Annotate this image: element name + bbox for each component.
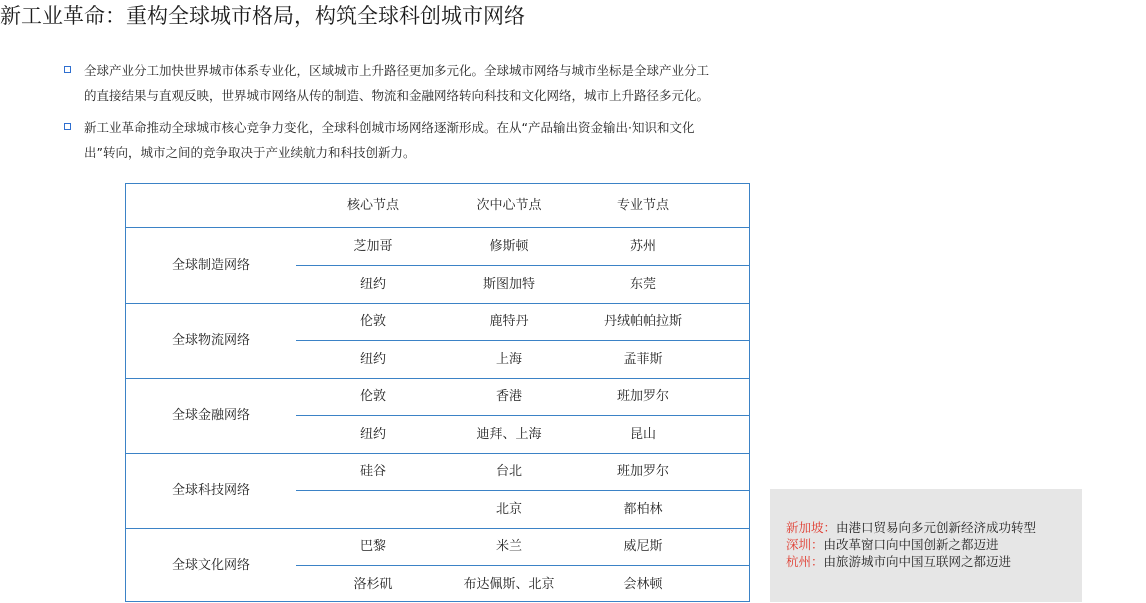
column-header: 次中心节点 bbox=[476, 198, 542, 213]
table-group bbox=[126, 528, 749, 603]
table-cell: 班加罗尔 bbox=[616, 464, 669, 479]
table-cell: 班加罗尔 bbox=[616, 389, 669, 404]
case-city: 深圳： bbox=[786, 537, 824, 552]
column-header: 核心节点 bbox=[346, 198, 399, 213]
bullet-item bbox=[64, 58, 794, 108]
table-cell: 硅谷 bbox=[359, 464, 386, 479]
column-header: 专业节点 bbox=[616, 198, 669, 213]
group-name: 全球物流网络 bbox=[171, 333, 250, 348]
table-cell: 会林顿 bbox=[623, 577, 663, 592]
bullet-line: 全球产业分工加快世界城市体系专业化，区域城市上升路径更加多元化。全球城市网络与城市坐标是全球产业分工 bbox=[84, 63, 710, 78]
case-note-line bbox=[786, 553, 1036, 570]
group-name: 全球制造网络 bbox=[171, 258, 250, 273]
case-text: 由港口贸易向多元创新经济成功转型 bbox=[836, 520, 1037, 535]
bullet-line: 新工业革命推动全球城市核心竞争力变化，全球科创城市场网络逐渐形成。在从“产品输出资金输出·知识和文化 bbox=[84, 120, 695, 135]
case-city: 杭州： bbox=[786, 554, 824, 569]
table-cell: 纽约 bbox=[359, 352, 386, 367]
table-cell: 威尼斯 bbox=[623, 539, 663, 554]
case-note-line bbox=[786, 536, 1036, 553]
table-cell: 台北 bbox=[495, 464, 522, 479]
table-cell: 伦敦 bbox=[359, 389, 386, 404]
case-text: 由改革窗口向中国创新之都迈进 bbox=[823, 537, 999, 552]
table-cell: 巴黎 bbox=[359, 539, 386, 554]
group-name: 全球科技网络 bbox=[171, 483, 250, 498]
case-note-box bbox=[770, 489, 1082, 602]
table-cell: 伦敦 bbox=[359, 314, 386, 329]
table-group bbox=[126, 228, 749, 304]
bullet-line: 的直接结果与直观反映，世界城市网络从传的制造、物流和金融网络转向科技和文化网络，城市上升路径多元化。 bbox=[84, 88, 710, 103]
case-text: 由旅游城市向中国互联网之都迈进 bbox=[823, 554, 1012, 569]
table-cell: 洛杉矶 bbox=[353, 577, 393, 592]
square-bullet-icon bbox=[64, 123, 71, 130]
table-cell: 纽约 bbox=[359, 277, 386, 292]
network-table bbox=[125, 183, 750, 602]
case-city: 新加坡： bbox=[786, 520, 837, 535]
table-cell bbox=[296, 491, 450, 528]
table-cell: 纽约 bbox=[359, 427, 386, 442]
group-name: 全球文化网络 bbox=[171, 558, 250, 573]
page-title: 新工业革命：重构全球城市格局，构筑全球科创城市网络 bbox=[0, 4, 525, 28]
table-cell: 修斯顿 bbox=[489, 239, 529, 254]
table-cell: 迪拜、上海 bbox=[476, 427, 542, 442]
bullet-item bbox=[64, 115, 794, 165]
table-cell: 芝加哥 bbox=[353, 239, 393, 254]
group-name: 全球金融网络 bbox=[171, 408, 250, 423]
bullet-line: 出”转向，城市之间的竞争取决于产业续航力和科技创新力。 bbox=[84, 145, 416, 160]
bullet-list bbox=[64, 58, 794, 172]
table-header bbox=[126, 184, 749, 228]
table-cell: 米兰 bbox=[495, 539, 522, 554]
case-note-list bbox=[786, 519, 1036, 570]
table-cell: 东莞 bbox=[629, 277, 656, 292]
table-cell: 北京 bbox=[495, 502, 522, 517]
table-cell: 苏州 bbox=[629, 239, 656, 254]
case-note-line bbox=[786, 519, 1036, 536]
table-cell: 布达佩斯、北京 bbox=[463, 577, 555, 592]
table-cell: 孟菲斯 bbox=[623, 352, 663, 367]
table-group bbox=[126, 303, 749, 379]
table-cell: 都柏林 bbox=[623, 502, 663, 517]
table-cell: 昆山 bbox=[629, 427, 656, 442]
table-group bbox=[126, 453, 749, 529]
table-cell: 上海 bbox=[495, 352, 522, 367]
table-cell: 鹿特丹 bbox=[489, 314, 529, 329]
table-group bbox=[126, 378, 749, 454]
square-bullet-icon bbox=[64, 66, 71, 73]
table-cell: 丹绒帕帕拉斯 bbox=[603, 314, 682, 329]
table-cell: 香港 bbox=[495, 389, 522, 404]
table-cell: 斯图加特 bbox=[482, 277, 535, 292]
